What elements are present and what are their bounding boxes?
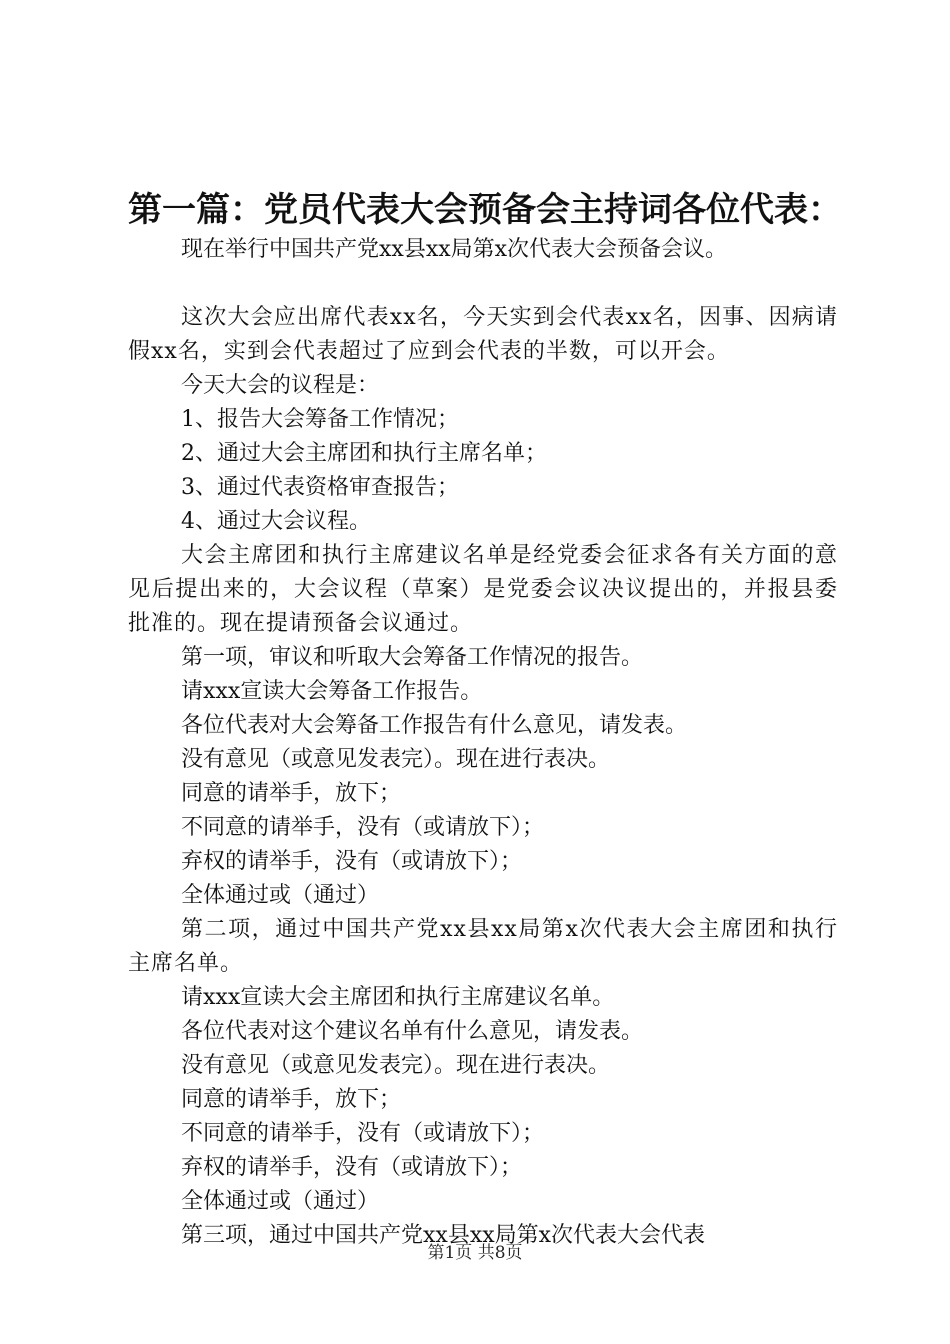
paragraph: 大会主席团和执行主席建议名单是经党委会征求各有关方面的意见后提出来的，大会议程（草案）是党委会议决议提出的，并报县委批准的。现在提请预备会议通过。 [128, 543, 838, 636]
paragraph: 没有意见（或意见发表完）。现在进行表决。 [181, 747, 611, 772]
paragraph: 现在举行中国共产党xx县xx局第x次代表大会预备会议。 [181, 237, 728, 262]
document-title: 第一篇：党员代表大会预备会主持词各位代表： [128, 190, 842, 230]
paragraph-spacer [128, 267, 838, 301]
paragraph: 第二项，通过中国共产党xx县xx局第x次代表大会主席团和执行主席名单。 [128, 917, 838, 976]
agenda-item: 2、通过大会主席团和执行主席名单； [181, 441, 547, 466]
paragraph: 没有意见（或意见发表完）。现在进行表决。 [181, 1053, 611, 1078]
paragraph: 第一项，审议和听取大会筹备工作情况的报告。 [181, 645, 644, 670]
paragraph: 不同意的请举手，没有（或请放下）； [181, 1121, 545, 1146]
agenda-item: 3、通过代表资格审查报告； [181, 475, 459, 500]
agenda-item: 4、通过大会议程。 [181, 509, 371, 534]
paragraph: 弃权的请举手，没有（或请放下）； [181, 849, 523, 874]
paragraph: 同意的请举手，放下； [181, 1087, 402, 1112]
paragraph: 同意的请举手，放下； [181, 781, 402, 806]
paragraph: 弃权的请举手，没有（或请放下）； [181, 1155, 523, 1180]
paragraph: 请xxx宣读大会筹备工作报告。 [181, 679, 483, 704]
paragraph: 第三项，通过中国共产党xx县xx局第x次代表大会代表 [181, 1223, 706, 1248]
paragraph: 今天大会的议程是： [181, 373, 380, 398]
agenda-item: 1、报告大会筹备工作情况； [181, 407, 459, 432]
paragraph: 不同意的请举手，没有（或请放下）； [181, 815, 545, 840]
page-number-footer: 第1页 共8页 [427, 1243, 523, 1263]
paragraph: 各位代表对大会筹备工作报告有什么意见，请发表。 [181, 713, 688, 738]
paragraph: 各位代表对这个建议名单有什么意见，请发表。 [181, 1019, 644, 1044]
paragraph: 全体通过或（通过） [181, 883, 380, 908]
paragraph: 请xxx宣读大会主席团和执行主席建议名单。 [181, 985, 615, 1010]
document-body [128, 233, 838, 1253]
paragraph: 这次大会应出席代表xx名，今天实到会代表xx名，因事、因病请假xx名，实到会代表超过了应到会代表的半数，可以开会。 [128, 305, 838, 364]
paragraph: 全体通过或（通过） [181, 1189, 380, 1214]
